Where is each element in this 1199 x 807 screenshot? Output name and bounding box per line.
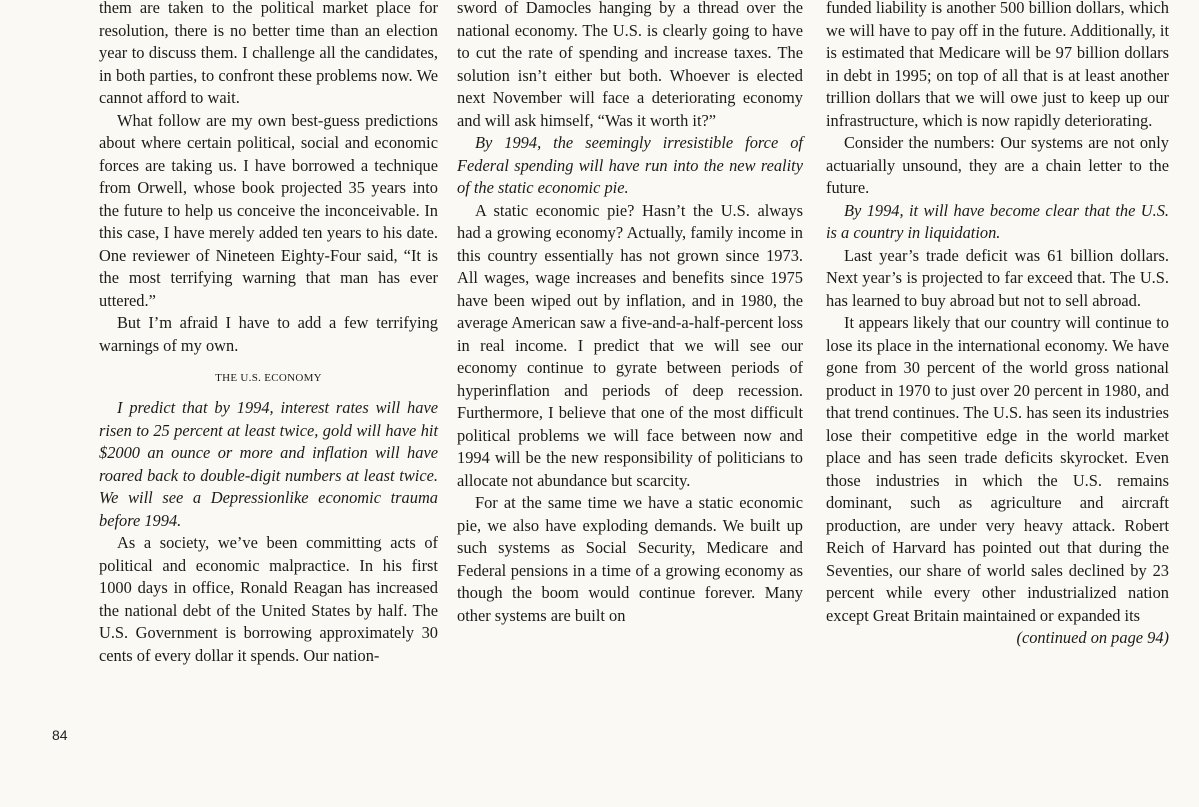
paragraph: But I’m afraid I have to add a few terrifying warnings of my own. <box>99 313 438 355</box>
text-column-3 <box>826 0 1169 650</box>
paragraph: As a society, we’ve been committing acts of political and economic malpractice. In his first 1000 days in office, Ronald Reagan has increased the national debt of the United States by half. The U.S. Government is borrowing approximately 30 cents of every dollar it spends. Our nation- <box>99 533 438 665</box>
text-column-2 <box>457 0 803 627</box>
paragraph: them are taken to the political market place for resolution, there is no better time than an election year to discuss them. I challenge all the candidates, in both parties, to confront these problems now. We cannot afford to wait. <box>99 0 438 107</box>
paragraph: For at the same time we have a static economic pie, we also have exploding demands. We built up such systems as Social Security, Medicare and Federal pensions in a time of a growing economy as though the boom would continue forever. Many other systems are built on <box>457 493 803 625</box>
section-heading: THE U.S. ECONOMY <box>215 372 322 384</box>
paragraph: A static economic pie? Hasn’t the U.S. always had a growing economy? Actually, family income in this country essentially has not grown since 1973. All wages, wage increases and benefits since 1975 have been wiped out by inflation, and in 1980, the average American saw a five-and-a-half-percent loss in real income. I predict that we will see our economy continue to gyrate between periods of hyperinflation and periods of deep recession. Furthermore, I believe that one of the most difficult political problems we will face between now and 1994 will be the new responsibility of politicians to allocate not abundance but scarcity. <box>457 200 803 490</box>
paragraph: sword of Damocles hanging by a thread over the national economy. The U.S. is clearly going to have to cut the rate of spending and increase taxes. The solution isn’t either but both. Whoever is elected next November will face a deteriorating economy and will ask himself, “Was it worth it?” <box>457 0 803 130</box>
text-column-1 <box>99 0 438 667</box>
paragraph: It appears likely that our country will continue to lose its place in the international economy. We have gone from 30 percent of the world gross national product in 1970 to just over 20 percent in 1980, and that trend continues. The U.S. has seen its industries lose their competitive edge in the world market place and has seen trade deficits skyrocket. Even those industries in which the U.S. remains dominant, such as agriculture and aircraft production, are under very heavy attack. Robert Reich of Harvard has pointed out that during the Seventies, our share of world sales declined by 23 percent while every other industrialized nation except Great Britain maintained or expanded its <box>826 313 1169 625</box>
paragraph: funded liability is another 500 billion dollars, which we will have to pay off in the future. Additionally, it is estimated that Medicare will be 97 billion dollars in debt in 1995; on top of all that is at least another trillion dollars that we will owe just to keep up our infrastructure, which is now rapidly deteriorating. <box>826 0 1169 130</box>
paragraph: I predict that by 1994, interest rates will have risen to 25 percent at least twice, gold will have hit $2000 an ounce or more and inflation will have roared back to double-digit numbers at least twice. We will see a Depressionlike economic trauma before 1994. <box>99 398 438 530</box>
paragraph: Consider the numbers: Our systems are not only actuarially unsound, they are a chain letter to the future. <box>826 133 1169 197</box>
paragraph: Last year’s trade deficit was 61 billion dollars. Next year’s is projected to far exceed that. The U.S. has learned to buy abroad but not to sell abroad. <box>826 245 1169 310</box>
continued-note: (continued on page 94) <box>1016 628 1169 647</box>
paragraph: By 1994, the seemingly irresistible force of Federal spending will have run into the new reality of the static economic pie. <box>457 133 803 197</box>
paragraph: What follow are my own best-guess predictions about where certain political, social and economic forces are taking us. I have borrowed a technique from Orwell, whose book projected 35 years into the future to help us conceive the inconceivable. In this case, I have merely added ten years to his date. One reviewer of Nineteen Eighty-Four said, “It is the most terrifying warning that man has ever uttered.” <box>99 110 438 310</box>
paragraph: By 1994, it will have become clear that the U.S. is a country in liquidation. <box>826 200 1169 242</box>
page-number: 84 <box>52 727 68 743</box>
